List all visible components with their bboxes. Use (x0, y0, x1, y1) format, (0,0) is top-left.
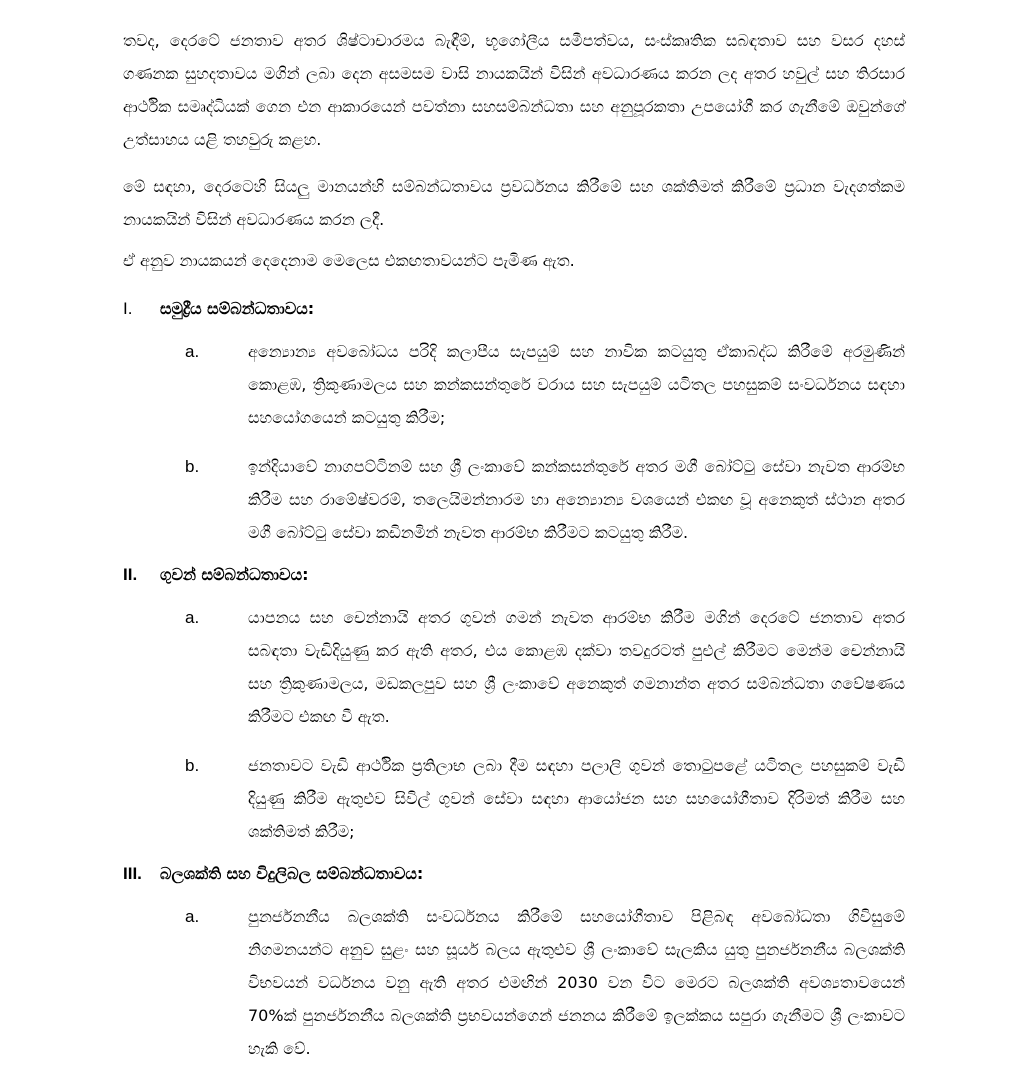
list-item (185, 749, 905, 848)
item-letter: a. (185, 608, 200, 627)
list-item (185, 335, 905, 434)
item-letter: a. (185, 342, 200, 361)
item-text: පුනර්ජනනීය බලශක්ති සංවර්ධනය කිරීමේ සහයෝගීතාව පිළිබඳ අවබෝධතා ගිවිසුමේ නිගමනයන්ට අනුව සුළං සහ සූර්ය බලය ඇතුළුව ශ්‍රී ලංකාවේ සැලකිය යුතු පුනර්ජනනීය බලශක්ති විභවයන් වර්ධනය වනු ඇති අතර එමඟින් 2030 වන විට මෙරට බලශක්ති අවශ්‍යතාවයෙන් 70%ක් පුනර්ජනනීය බලශක්ති ප්‍රභවයන්ගෙන් ජනනය කිරීමේ ඉලක්කය සපුරා ගැනීමට ශ්‍රී ලංකාවට හැකි වේ. (248, 907, 905, 1058)
intro-paragraph-3: ඒ අනුව නායකයන් දෙදෙනාම මෙලෙස එකඟතාවයන්ට පැමිණ ඇත. (123, 251, 575, 270)
section-number: I. (123, 299, 133, 318)
item-letter: b. (185, 457, 200, 476)
document-page (123, 24, 905, 1081)
item-text: ජනතාවට වැඩි ආර්ථික ප්‍රතිලාභ ලබා දීම සඳහා පලාලි ගුවන් තොටුපළේ යටිතල පහසුකම් වැඩි දියුණු කිරීම ඇතුළුව සිවිල් ගුවන් සේවා සඳහා ආයෝජන සහ සහයෝගීතාව දිරිමත් කිරීම සහ ශක්තිමත් කිරීම; (248, 756, 905, 841)
list-item (185, 900, 905, 1065)
item-text: අන්‍යොන්‍ය අවබෝධය පරිදි කලාපීය සැපයුම් සහ නාවික කටයුතු ඒකාබද්ධ කිරීමේ අරමුණින් කොළඹ, ත්‍රිකුණාමලය සහ කන්කසන්තුරේ වරාය සහ සැපයුම් යටිතල පහසුකම් සංවර්ධනය සඳහා සහයෝගයෙන් කටයුතු කිරීම; (248, 342, 905, 427)
item-letter: b. (185, 756, 200, 775)
section-heading-air (123, 565, 905, 585)
item-text: යාපනය සහ චෙන්නායි අතර ගුවන් ගමන් නැවත ආරම්භ කිරීම මගින් දෙරටේ ජනතාව අතර සබඳතා වැඩිදියුණු කර ඇති අතර, එය කොළඹ දක්වා තවදුරටත් පුළුල් කිරීමට මෙන්ම චෙන්නායි සහ ත්‍රිකුණාමලය, මඩකලපුව සහ ශ්‍රී ලංකාවේ අනෙකුත් ගමනාන්ත අතර සම්බන්ධතා ගවේෂණය කිරීමට එකඟ වී ඇත. (248, 608, 905, 726)
item-text: ඉන්දියාවේ නාගපට්ටිනම් සහ ශ්‍රී ලංකාවේ කන්කසන්තුරේ අතර මගී බෝට්ටු සේවා නැවත ආරම්භ කිරීම සහ රාමේෂ්වරම්, තලෙයිමන්නාරම හා අන්‍යොන්‍ය වශයෙන් එකඟ වූ අනෙකුත් ස්ථාන අතර මගී බෝට්ටු සේවා කඩිනමින් නැවත ආරම්භ කිරීමට කටයුතු කිරීම. (248, 457, 905, 542)
section-number: II. (123, 565, 138, 584)
section-heading-energy (123, 864, 905, 884)
list-item (185, 601, 905, 733)
section-heading-maritime (123, 299, 905, 319)
intro-paragraph-2: මේ සඳහා, දෙරටෙහි සියලු මානයන්හි සම්බන්ධතාවය ප්‍රවර්ධනය කිරීමේ සහ ශක්තිමත් කිරීමේ ප්‍රධාන වැදගත්කම නායකයින් විසින් අවධාරණය කරන ලදී. (123, 177, 905, 229)
item-letter: a. (185, 907, 200, 926)
section-number: III. (123, 864, 142, 883)
section-title: බලශක්ති සහ විදුලිබල සම්බන්ධතාවය: (160, 864, 424, 883)
section-title: සමුද්‍රීය සම්බන්ධතාවය: (160, 299, 315, 318)
intro-paragraph-1: තවද, දෙරටේ ජනතාව අතර ශිෂ්ටාචාරමය බැඳීම්, භූගෝලීය සමීපත්වය, සංස්කෘතික සබඳතාව සහ වසර දහස් ගණනක සුහදතාවය මගින් ලබා දෙන අසමසම වාසි නායකයින් විසින් අවධාරණය කරන ලද අතර හවුල් සහ තිරසාර ආර්ථික සමෘද්ධියක් ගෙන එන ආකාරයෙන් පවත්නා සහසම්බන්ධතා සහ අනුපූරකතා උපයෝගී කර ගැනීමේ ඔවුන්ගේ උත්සාහය යළි තහවුරු කළහ. (123, 31, 905, 149)
list-item (185, 450, 905, 549)
section-title: ගුවන් සම්බන්ධතාවය: (160, 565, 309, 584)
